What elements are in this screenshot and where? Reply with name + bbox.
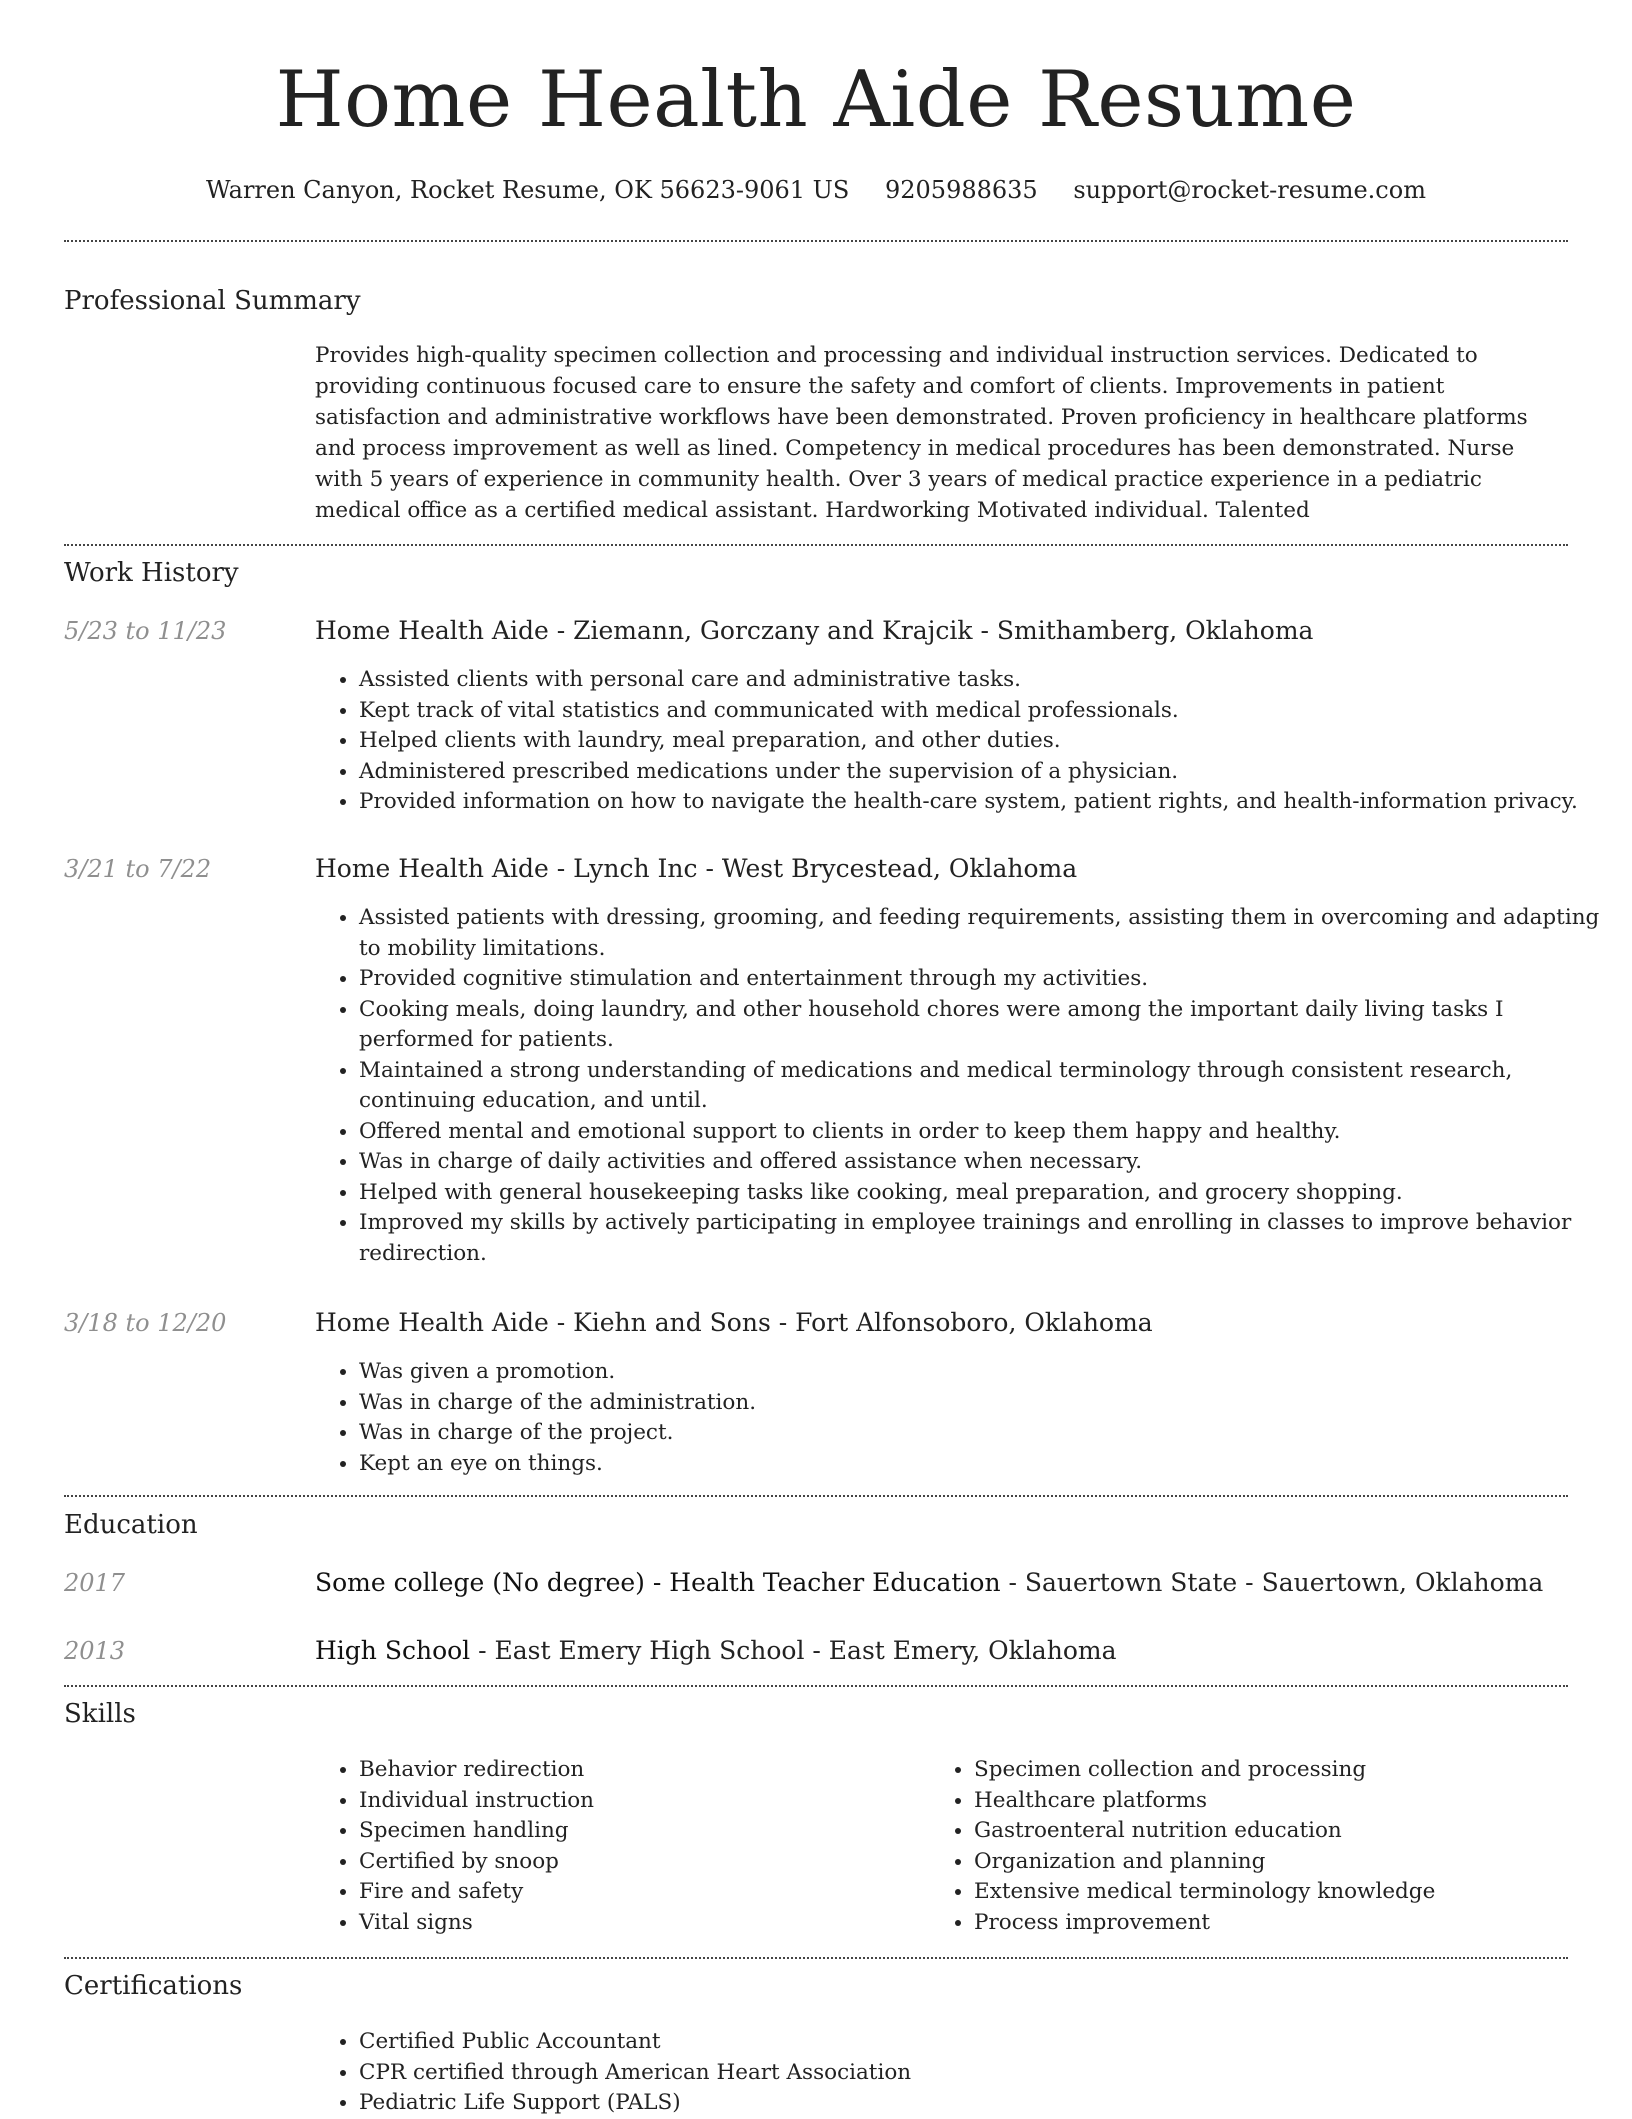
list-item: • Pediatric Life Support (PALS) <box>359 2088 1612 2119</box>
list-item: • Offered mental and emotional support to clients in order to keep them happy and healthy. <box>359 1117 1612 1148</box>
job-bullets <box>315 1357 1612 1479</box>
list-item: • Process improvement <box>974 1908 1574 1939</box>
divider <box>64 1495 1568 1497</box>
list-item: • Organization and planning <box>974 1847 1574 1878</box>
education-degree: High School <box>315 1636 471 1665</box>
job-role: Home Health Aide <box>315 854 549 883</box>
certifications-list <box>315 2027 1612 2119</box>
list-item: • Certified Public Accountant <box>359 2027 1612 2058</box>
list-item: • Assisted patients with dressing, grooming, and feeding requirements, assisting them in overcoming and adapting to mobility limitations. <box>359 903 1612 964</box>
job-employer: - Kiehn and Sons - Fort Alfonsoboro, Oklahoma <box>548 1308 1153 1337</box>
contact-email: support@rocket-resume.com <box>1073 176 1426 204</box>
summary-text: Provides high-quality specimen collection and processing and individual instruction services. Dedicated to providing continuous focused care to ensure the safety and comfort of clients. Improvements in patient satisfaction and administrative workflows have been demonstrated. Proven proficiency in healthcare platforms and process improvement as well as lined. Competency in medical procedures has been demonstrated. Nurse with 5 years of experience in community health. Over 3 years of medical practice experience in a pediatric medical office as a certified medical assistant. Hardworking Motivated individual. Talented <box>315 343 1528 523</box>
education-school: - Sauertown State - Sauertown, Oklahoma <box>1000 1568 1544 1597</box>
list-item: • Helped clients with laundry, meal preparation, and other duties. <box>359 726 1612 757</box>
contact-address: Warren Canyon, Rocket Resume, OK 56623-9061 US <box>206 176 850 204</box>
divider <box>64 240 1568 242</box>
list-item: • Fire and safety <box>359 1877 959 1908</box>
divider <box>64 544 1568 546</box>
section-title-certifications: Certifications <box>64 1971 243 2001</box>
list-item: • Assisted clients with personal care and administrative tasks. <box>359 665 1612 696</box>
list-item: • Improved my skills by actively participating in employee trainings and enrolling in classes to improve behavior redirection. <box>359 1208 1612 1269</box>
education-school: - East Emery High School - East Emery, Oklahoma <box>470 1636 1117 1665</box>
education-entry <box>315 1631 1116 1671</box>
list-item: • Administered prescribed medications under the supervision of a physician. <box>359 757 1612 788</box>
list-item: • Provided information on how to navigate the health-care system, patient rights, and health-information privacy. <box>359 787 1612 818</box>
education-degree: Some college (No degree) - Health Teacher Education <box>315 1568 1001 1597</box>
resume-title: Home Health Aide Resume <box>275 55 1357 145</box>
job-bullets <box>315 665 1612 818</box>
section-title-summary: Professional Summary <box>64 286 361 316</box>
job-title <box>315 611 1313 651</box>
job-dates: 5/23 to 11/23 <box>64 617 227 645</box>
list-item: • Kept an eye on things. <box>359 1449 1612 1480</box>
list-item: • Was in charge of the project. <box>359 1418 1612 1449</box>
list-item: • Certified by snoop <box>359 1847 959 1878</box>
list-item: • Was given a promotion. <box>359 1357 1612 1388</box>
skills-list-right <box>930 1755 1574 1938</box>
section-title-work-history: Work History <box>64 558 239 588</box>
list-item: • Provided cognitive stimulation and entertainment through my activities. <box>359 964 1612 995</box>
list-item: • Specimen collection and processing <box>974 1755 1574 1786</box>
list-item: • Cooking meals, doing laundry, and other household chores were among the important daily living tasks I performed for patients. <box>359 995 1612 1056</box>
job-title <box>315 849 1077 889</box>
contact-phone: 9205988635 <box>884 176 1038 204</box>
education-year: 2017 <box>64 1569 126 1597</box>
divider <box>64 1685 1568 1687</box>
list-item: • Was in charge of the administration. <box>359 1388 1612 1419</box>
job-dates: 3/18 to 12/20 <box>64 1309 227 1337</box>
section-title-skills: Skills <box>64 1699 136 1729</box>
list-item: • Vital signs <box>359 1908 959 1939</box>
list-item: • Extensive medical terminology knowledge <box>974 1877 1574 1908</box>
list-item: • Individual instruction <box>359 1786 959 1817</box>
section-title-education: Education <box>64 1510 198 1540</box>
job-role: Home Health Aide <box>315 616 549 645</box>
education-year: 2013 <box>64 1637 126 1665</box>
list-item: • Maintained a strong understanding of medications and medical terminology through consistent research, continuing education, and until. <box>359 1056 1612 1117</box>
job-title <box>315 1303 1153 1343</box>
list-item: • Gastroenteral nutrition education <box>974 1816 1574 1847</box>
list-item: • Healthcare platforms <box>974 1786 1574 1817</box>
list-item: • CPR certified through American Heart Association <box>359 2058 1612 2089</box>
list-item: • Helped with general housekeeping tasks like cooking, meal preparation, and grocery shopping. <box>359 1178 1612 1209</box>
list-item: • Kept track of vital statistics and communicated with medical professionals. <box>359 696 1612 727</box>
list-item: • Behavior redirection <box>359 1755 959 1786</box>
list-item: • Was in charge of daily activities and offered assistance when necessary. <box>359 1147 1612 1178</box>
contact-line <box>0 170 1632 210</box>
job-dates: 3/21 to 7/22 <box>64 855 212 883</box>
skills-list-left <box>315 1755 959 1938</box>
job-role: Home Health Aide <box>315 1308 549 1337</box>
divider <box>64 1957 1568 1959</box>
job-bullets <box>315 903 1612 1269</box>
education-entry <box>315 1563 1543 1603</box>
list-item: • Specimen handling <box>359 1816 959 1847</box>
job-employer: - Ziemann, Gorczany and Krajcik - Smithamberg, Oklahoma <box>548 616 1314 645</box>
job-employer: - Lynch Inc - West Brycestead, Oklahoma <box>548 854 1078 883</box>
